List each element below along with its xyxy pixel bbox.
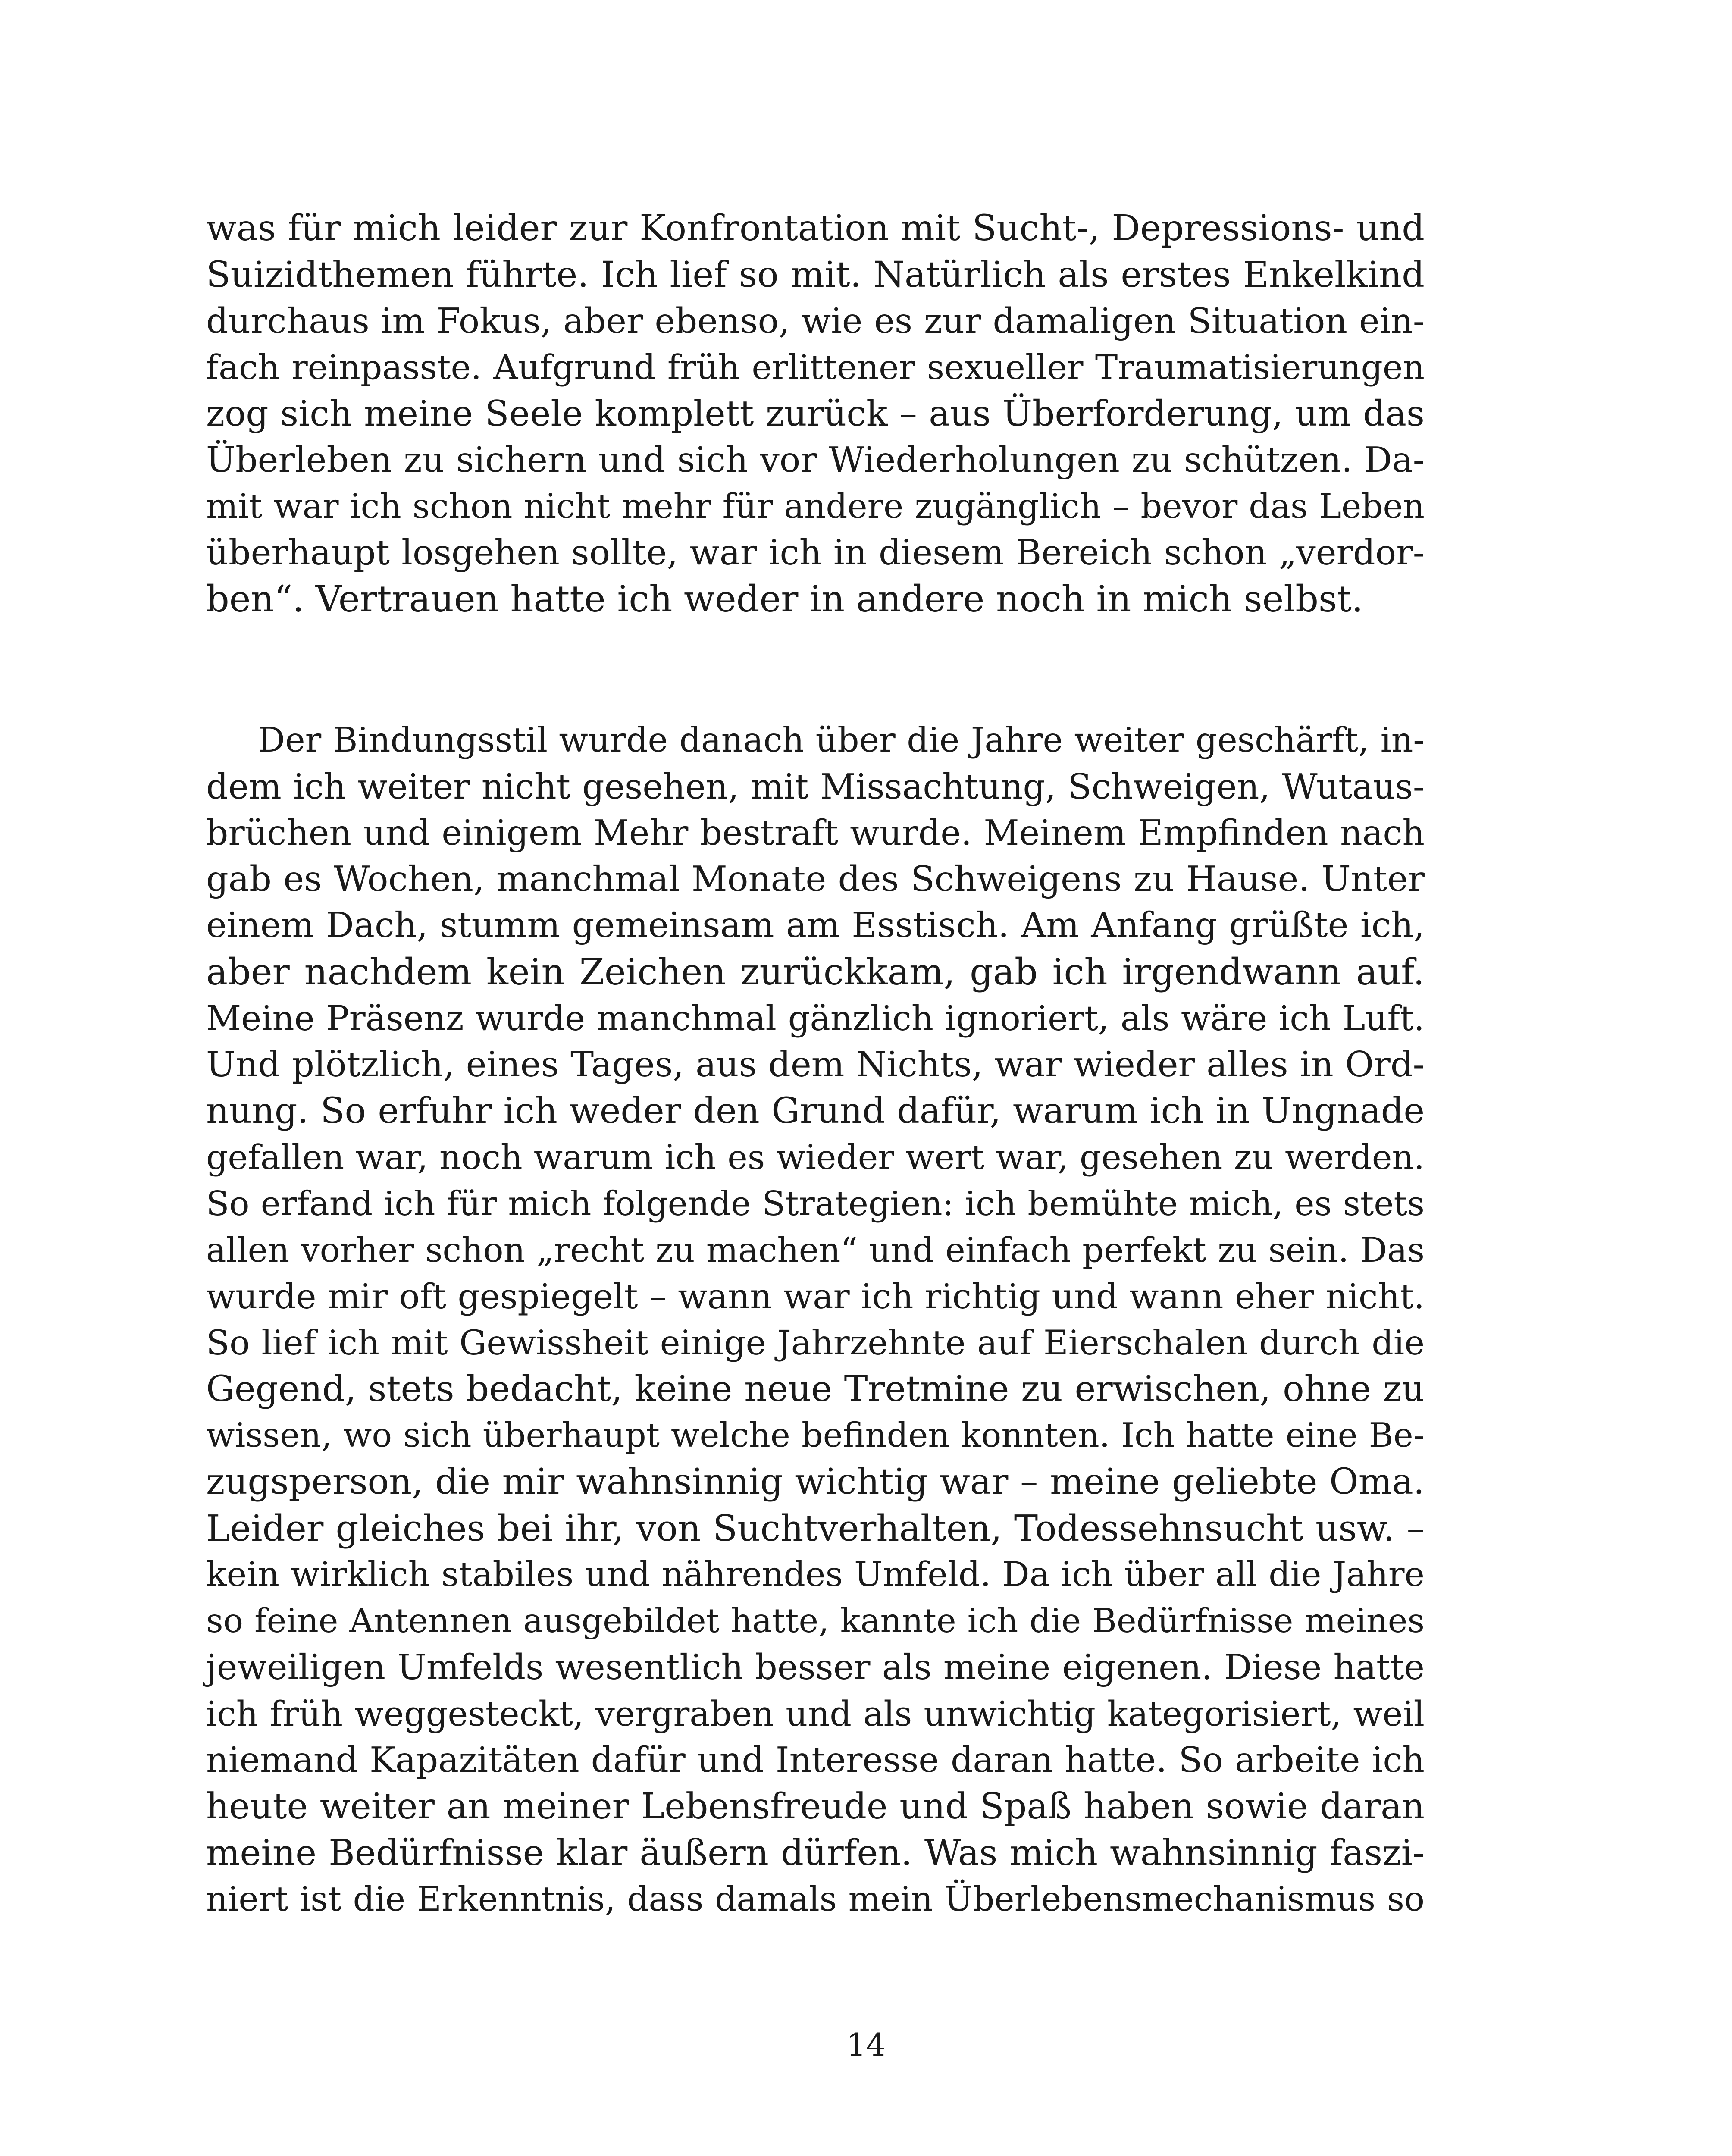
text-line: Meine Präsenz wurde manchmal gänzlich ignoriert, als wäre ich Luft. (206, 998, 1425, 1038)
text-line: Leider gleiches bei ihr, von Suchtverhalten, Todessehnsucht usw. – (206, 1507, 1425, 1549)
text-line: zog sich meine Seele komplett zurück – aus Überforderung, um das (206, 393, 1425, 434)
text-line: jeweiligen Umfelds wesentlich besser als meine eigenen. Diese hatte (206, 1647, 1425, 1687)
text-line: brüchen und einigem Mehr bestraft wurde. Meinem Empfinden nach (206, 813, 1425, 853)
text-line: niemand Kapazitäten dafür und Interesse daran hatte. So arbeite ich (206, 1739, 1425, 1780)
text-line: was für mich leider zur Konfrontation mit Sucht-, Depressions- und (206, 208, 1425, 249)
text-line: Überleben zu sichern und sich vor Wiederholungen zu schützen. Da- (206, 439, 1425, 480)
text-line: dem ich weiter nicht gesehen, mit Missachtung, Schweigen, Wutaus- (206, 766, 1425, 807)
text-line: allen vorher schon „recht zu machen“ und einfach perfekt zu sein. Das (206, 1230, 1425, 1270)
text-line: So lief ich mit Gewissheit einige Jahrzehnte auf Eierschalen durch die (206, 1322, 1425, 1363)
text-line: nung. So erfuhr ich weder den Grund dafür, warum ich in Ungnade (206, 1091, 1425, 1131)
text-line: heute weiter an meiner Lebensfreude und Spaß haben sowie daran (206, 1786, 1425, 1827)
text-line: durchaus im Fokus, aber ebenso, wie es zur damaligen Situation ein- (206, 301, 1425, 341)
text-line: Gegend, stets bedacht, keine neue Tretmine zu erwischen, ohne zu (206, 1368, 1425, 1410)
text-line: mit war ich schon nicht mehr für andere zugänglich – bevor das Leben (206, 487, 1425, 526)
text-line: Und plötzlich, eines Tages, aus dem Nichts, war wieder alles in Ord- (206, 1044, 1425, 1085)
text-line: Der Bindungsstil wurde danach über die Jahre weiter geschärft, in- (258, 720, 1425, 760)
paragraph-1 (206, 205, 1425, 623)
text-line: fach reinpasste. Aufgrund früh erlittener sexueller Traumatisierungen (206, 347, 1425, 387)
page-number: 14 (846, 2027, 886, 2063)
text-line: überhaupt losgehen sollte, war ich in diesem Bereich schon „verdor- (206, 532, 1425, 573)
text-line: wissen, wo sich überhaupt welche befinden konnten. Ich hatte eine Be- (206, 1416, 1425, 1455)
text-line: kein wirklich stabiles und nährendes Umfeld. Da ich über all die Jahre (206, 1554, 1425, 1594)
text-line: gab es Wochen, manchmal Monate des Schweigens zu Hause. Unter (206, 859, 1425, 899)
paragraph-2 (206, 717, 1425, 1922)
text-line: niert ist die Erkenntnis, dass damals mein Überlebensmechanismus so (206, 1879, 1425, 1919)
text-line: so feine Antennen ausgebildet hatte, kannte ich die Bedürfnisse meines (206, 1601, 1425, 1640)
text-line: einem Dach, stumm gemeinsam am Esstisch. Am Anfang grüßte ich, (206, 905, 1425, 946)
text-line: aber nachdem kein Zeichen zurückkam, gab ich irgendwann auf. (206, 950, 1425, 993)
text-line: ich früh weggesteckt, vergraben und als unwichtig kategorisiert, weil (206, 1693, 1425, 1734)
text-line: Suizidthemen führte. Ich lief so mit. Natürlich als erstes Enkelkind (206, 254, 1425, 295)
text-line: So erfand ich für mich folgende Strategien: ich bemühte mich, es stets (206, 1184, 1425, 1223)
text-line: gefallen war, noch warum ich es wieder wert war, gesehen zu werden. (206, 1137, 1425, 1177)
text-line: zugsperson, die mir wahnsinnig wichtig war – meine geliebte Oma. (206, 1461, 1425, 1502)
text-line: ben“. Vertrauen hatte ich weder in andere noch in mich selbst. (206, 578, 1363, 620)
text-line: meine Bedürfnisse klar äußern dürfen. Was mich wahnsinnig faszi- (206, 1832, 1425, 1874)
text-line: wurde mir oft gespiegelt – wann war ich richtig und wann eher nicht. (206, 1276, 1425, 1316)
